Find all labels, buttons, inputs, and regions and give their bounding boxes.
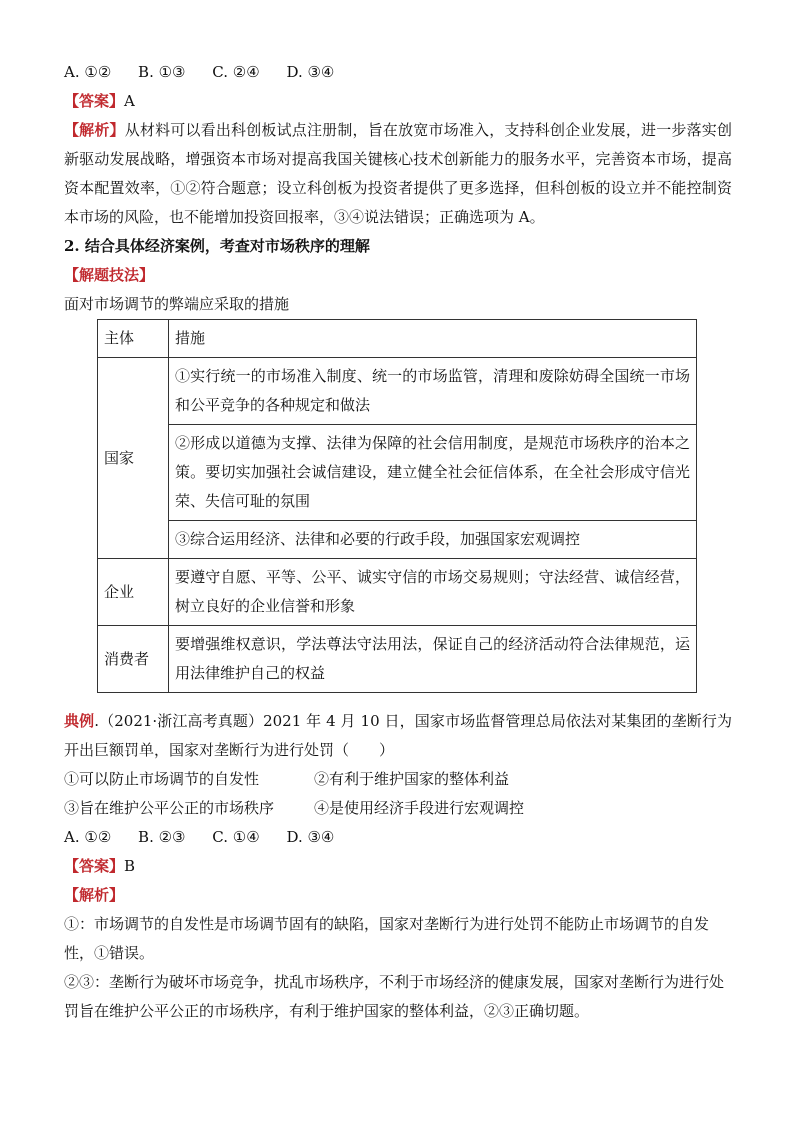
option-b: B. ②③ <box>138 828 186 846</box>
example-analysis-tag: 【解析】 <box>64 886 125 904</box>
option-d: D. ③④ <box>286 63 335 81</box>
option-b: B. ①③ <box>138 63 186 81</box>
option-d: D. ③④ <box>286 828 335 846</box>
table-row <box>98 559 697 626</box>
state-measure-2: ②形成以道德为支撑、法律为保障的社会信用制度，是规范市场秩序的治本之策。要切实加强社会诚信建设，建立健全社会征信体系，在全社会形成守信光荣、失信可耻的氛围 <box>169 425 697 521</box>
option-a: A. ①② <box>64 63 112 81</box>
table-row <box>98 626 697 693</box>
state-measure-3: ③综合运用经济、法律和必要的行政手段，加强国家宏观调控 <box>169 521 697 559</box>
option-a: A. ①② <box>64 828 112 846</box>
answer-value: A <box>124 92 135 110</box>
table-header-row <box>98 320 697 358</box>
subject-consumer: 消费者 <box>98 626 169 693</box>
q1-options <box>64 58 732 87</box>
statement-3: ③旨在维护公平公正的市场秩序 <box>64 799 275 817</box>
statement-4: ④是使用经济手段进行宏观调控 <box>314 799 525 817</box>
section-heading: 2. 结合具体经济案例，考查对市场秩序的理解 <box>64 237 370 255</box>
example-options <box>64 823 732 852</box>
q1-analysis <box>64 116 732 232</box>
analysis-tag: 【解析】 <box>64 121 125 139</box>
measures-table <box>97 319 697 693</box>
option-c: C. ②④ <box>212 63 260 81</box>
header-measures: 措施 <box>169 320 697 358</box>
table-row <box>98 521 697 559</box>
document-page <box>64 58 732 1026</box>
statements-row-1 <box>64 765 732 794</box>
answer-value: B <box>124 857 136 875</box>
answer-tag: 【答案】 <box>64 92 125 110</box>
statements-row-2 <box>64 794 732 823</box>
header-subject: 主体 <box>98 320 169 358</box>
analysis-item-1: ①：市场调节的自发性是市场调节固有的缺陷，国家对垄断行为进行处罚不能防止市场调节的自发性，①错误。 <box>64 915 710 962</box>
example-stem <box>64 707 732 765</box>
table-row <box>98 425 697 521</box>
statement-1: ①可以防止市场调节的自发性 <box>64 770 260 788</box>
analysis-item-2: ②③：垄断行为破坏市场竞争，扰乱市场秩序，不利于市场经济的健康发展，国家对垄断行为进行处罚旨在维护公平公正的市场秩序，有利于维护国家的整体利益，②③正确切题。 <box>64 973 725 1020</box>
option-c: C. ①④ <box>212 828 260 846</box>
subject-state: 国家 <box>98 358 169 559</box>
subject-enterprise: 企业 <box>98 559 169 626</box>
example-tag: 典例 <box>64 712 95 730</box>
answer-tag: 【答案】 <box>64 857 125 875</box>
table-row <box>98 358 697 425</box>
state-measure-1: ①实行统一的市场准入制度、统一的市场监管，清理和废除妨碍全国统一市场和公平竞争的各种规定和做法 <box>169 358 697 425</box>
consumer-measure: 要增强维权意识，学法尊法守法用法，保证自己的经济活动符合法律规范，运用法律维护自己的权益 <box>169 626 697 693</box>
example-answer <box>64 852 732 881</box>
enterprise-measure: 要遵守自愿、平等、公平、诚实守信的市场交易规则；守法经营、诚信经营，树立良好的企业信誉和形象 <box>169 559 697 626</box>
tips-tag: 【解题技法】 <box>64 266 155 284</box>
analysis-text: 从材料可以看出科创板试点注册制，旨在放宽市场准入，支持科创企业发展，进一步落实创新驱动发展战略，增强资本市场对提高我国关键核心技术创新能力的服务水平，完善资本市场，提高资本配置效率，①②符合题意；设立科创板为投资者提供了更多选择，但科创板的设立并不能控制资本市场的风险，也不能增加投资回报率，③④说法错误；正确选项为 A。 <box>64 121 732 226</box>
statement-2: ②有利于维护国家的整体利益 <box>314 770 510 788</box>
example-stem-text: .（2021·浙江高考真题）2021 年 4 月 10 日，国家市场监督管理总局依法对某集团的垄断行为开出巨额罚单，国家对垄断行为进行处罚（ ） <box>64 712 732 759</box>
q1-answer <box>64 87 732 116</box>
example-analysis <box>64 910 732 1026</box>
table-caption: 面对市场调节的弊端应采取的措施 <box>64 295 290 313</box>
